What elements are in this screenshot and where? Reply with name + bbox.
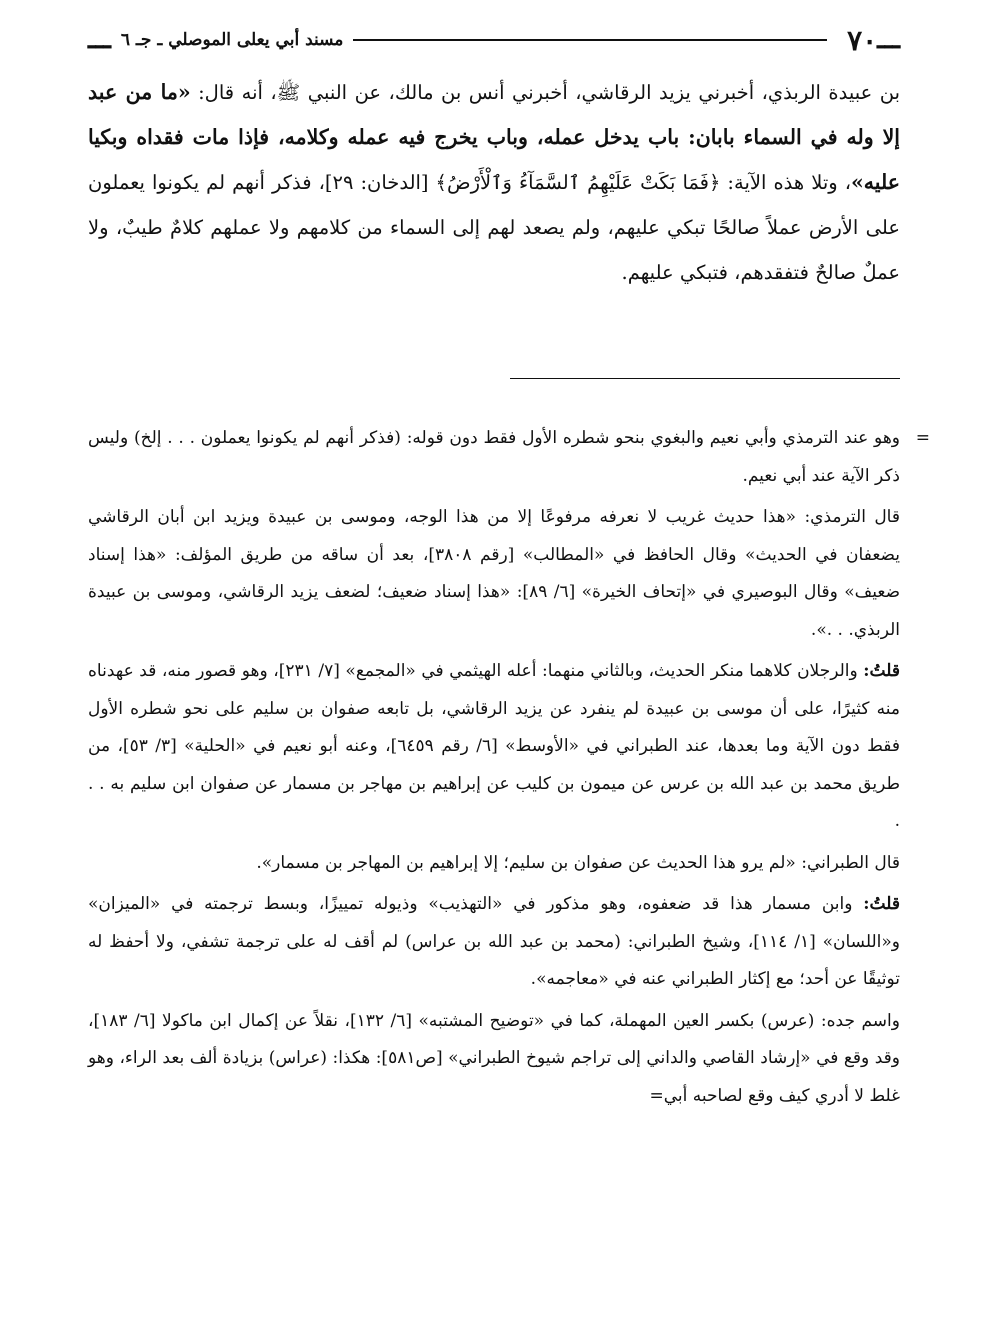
note-keyword-qultu-2: قلتُ:	[863, 894, 900, 914]
note-text-4: قال الطبراني: «لم يرو هذا الحديث عن صفوان بن سليم؛ إلا إبراهيم بن المهاجر بن مسمار».	[256, 852, 900, 873]
running-title: مسند أبي يعلى الموصلي ـ جـ ٦	[120, 30, 344, 50]
footnotes	[88, 420, 930, 1119]
note-text-6: واسم جده: (عرس) بكسر العين المهملة، كما في «توضيح المشتبه» [٦/ ١٣٢]، نقلاً عن إكمال ابن ماكولا [٦/ ١٨٣]، وقد وقع في «إرشاد القاصي والداني إلى تراجم شيوخ الطبراني» [ص٥٨١]: هكذا: (عراس) بزيادة ألف بعد الراء، وهو غلط لا أدري كيف وقع لصاحبه أبي	[88, 1010, 900, 1106]
note-keyword-qultu: قلتُ:	[863, 661, 900, 681]
note-text-1: وهو عند الترمذي وأبي نعيم والبغوي بنحو شطره الأول فقط دون قوله: (فذكر أنهم لم يكونوا يعملون . . . إلخ) وليس ذكر الآية عند أبي نعيم.	[88, 428, 900, 486]
main-intro: قال:	[190, 81, 235, 104]
note-paragraph-2	[88, 499, 900, 649]
note-text-2: قال الترمذي: «هذا حديث غريب لا نعرفه مرفوعًا إلا من هذا الوجه، وموسى بن عبيدة ويزيد ابن أبان الرقاشي يضعفان في الحديث» وقال الحافظ في «المطالب» [رقم ٣٨٠٨]، بعد أن ساقه من طريق المؤلف: «هذا إسناد ضعيف» وقال البوصيري في «إتحاف الخيرة» [٦/ ٨٩]: «هذا إسناد ضعيف؛ لضعف يزيد الرقاشي، وموسى بن عبيدة الربذي. . .».	[88, 507, 901, 640]
main-paragraph	[88, 70, 900, 295]
note-text-5: وابن مسمار هذا قد ضعفوه، وهو مذكور في «التهذيب» وذيوله تمييزًا، وبسط ترجمته في «الميزان» و«اللسان» [١/ ١١٤]، وشيخ الطبراني: (محمد بن عبد الله بن عراس) لم أقف له على ترجمة تشفي، ولا أحفظ له توثيقًا عن أحد؛ مع إكثار الطبراني عنه في «معاجمه».	[88, 894, 900, 989]
continuation-mark-end: =	[649, 1085, 664, 1106]
note-paragraph-6	[88, 1003, 900, 1116]
main-continuation: ، وتلا هذه الآية: ﴿فَمَا بَكَتْ عَلَيْهِمُ ٱلسَّمَآءُ وَٱلْأَرْضُ﴾ [الدخان: ٢٩]، فذكر أنهم لم يكونوا يعملون على الأرض عملاً صالحًا تبكي عليهم، ولم يصعد لهم إلى السماء من كلامهم ولا عملهم كلامٌ طيبٌ، ولا عملٌ صالحٌ فتفقدهم، فتبكي عليهم.	[88, 171, 900, 284]
note-paragraph-1	[88, 420, 930, 495]
footnote-separator	[510, 378, 900, 379]
header-rule	[353, 39, 827, 41]
hadith-text: «ما من عبد إلا وله في السماء بابان: باب يدخل عمله، وباب يخرج فيه عمله وكلامه، فإذا مات فقداه وبكيا عليه»	[88, 80, 900, 194]
main-line-1: بن عبيدة الربذي، أخبرني يزيد الرقاشي، أخبرني أنس بن مالك، عن النبي ﷺ، أنه	[241, 81, 901, 104]
header-dash-left: ـــ	[88, 25, 111, 55]
note-paragraph-4	[88, 845, 900, 883]
page-header	[88, 20, 900, 60]
main-text	[88, 70, 900, 295]
page-number: ٧٠	[847, 23, 878, 57]
note-paragraph-3	[88, 653, 900, 841]
header-dash-right: ـــ	[877, 25, 900, 55]
note-paragraph-5	[88, 886, 900, 999]
continuation-mark: =	[915, 428, 930, 448]
note-text-3: والرجلان كلاهما منكر الحديث، وبالثاني منهما: أعله الهيثمي في «المجمع» [٧/ ٢٣١]، وهو قصور منه، قد عهدناه منه كثيرًا، على أن موسى بن عبيدة لم ينفرد عن يزيد الرقاشي، بل تابعه صفوان بن سليم على نحو شطره الأول فقط دون الآية وما بعدها، عند الطبراني في «الأوسط» [٦/ رقم ٦٤٥٩]، وعنه أبو نعيم في «الحلية» [٣/ ٥٣]، من طريق محمد بن عبد الله بن عرس عن ميمون بن كليب عن إبراهيم بن مهاجر بن مسمار عن صفوان ابن سليم به . . .	[88, 661, 900, 831]
